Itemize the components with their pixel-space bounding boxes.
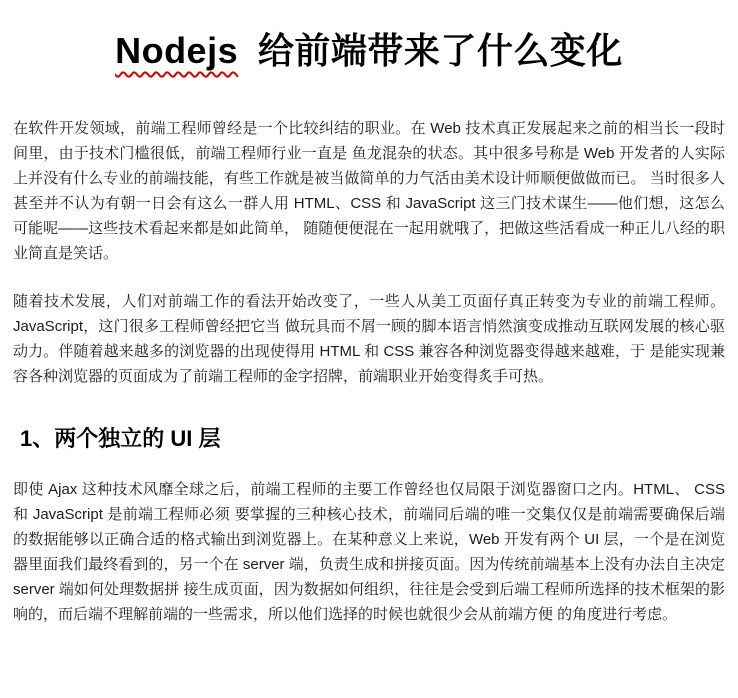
spellcheck-underlined-word: Nodejs bbox=[115, 30, 239, 71]
document-title-rest: 给前端带来了什么变化 bbox=[257, 30, 623, 71]
paragraph-javascript-evolution: 随着技术发展，人们对前端工作的看法开始改变了，一些人从美工页面仔真正转变为专业的前端工程师。JavaScript，这门很多工程师曾经把它当 做玩具而不屑一顾的脚本语言悄然演变成推动互联网发展的核心驱动力。伴随着越来越多的浏览器的出现使得用 HTML 和 CSS 兼容各种浏览器变得越来越难，于 是能实现兼容各种浏览器的页面成为了前端工程师的金字招牌，前端职业开始变得炙手可热。 bbox=[13, 293, 725, 385]
paragraph-two-ui-layers: 即使 Ajax 这种技术风靡全球之后，前端工程师的主要工作曾经也仅局限于浏览器窗口之内。HTML、 CSS 和 JavaScript 是前端工程师必须 要掌握的三种核心技术，前端同后端的唯一交集仅仅是前端需要确保后端的数据能够以正确合适的格式输出到浏览器上。在某种意义上来说，Web 开发有两个 UI 层，一个是在浏览器里面我们最终看到的，另一个在 server 端，负责生成和拼接页面。因为传统前端基本上没有办法自主决定 server 端如何处理数据拼 接生成页面，因为数据如何组织，往往是会受到后端工程师所选择的技术框架的影响的，而后端不理解前端的一些需求，所以他们选择的时候也就很少会从前端方便 的角度进行考虑。 bbox=[13, 481, 725, 623]
document-title bbox=[13, 28, 725, 74]
section-heading-two-ui-layers: 1、两个独立的 UI 层 bbox=[20, 426, 221, 451]
paragraph-intro-frontend-history: 在软件开发领域，前端工程师曾经是一个比较纠结的职业。在 Web 技术真正发展起来之前的相当长一段时间里，由于技术门槛很低，前端工程师行业一直是 鱼龙混杂的状态。其中很多号称是 Web 开发者的人实际上并没有什么专业的前端技能，有些工作就是被当做简单的力气活由美术设计师顺便做做而已。 当时很多人 甚至并不认为有朝一日会有这么一群人用 HTML、CSS 和 JavaScript 这三门技术谋生——他们想，这怎么可能呢——这些技术看起来都是如此简单， 随随便便混在一起用就哦了，把做这些活看成一种正儿八经的职业简直是笑话。 bbox=[13, 120, 725, 262]
